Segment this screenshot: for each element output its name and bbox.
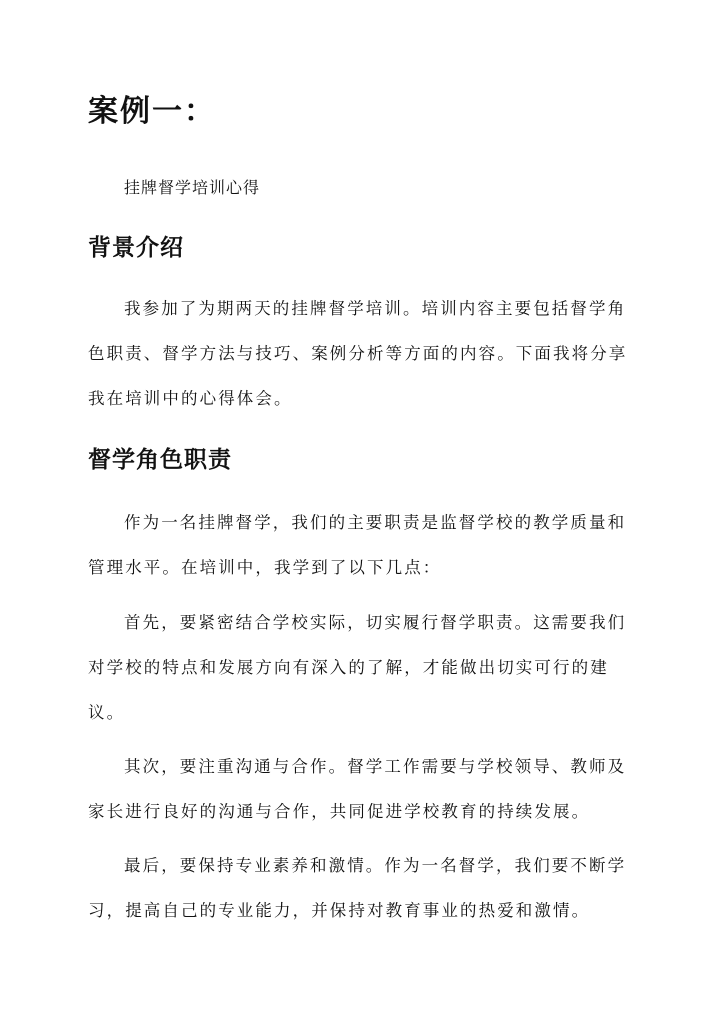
paragraph-first: 首先，要紧密结合学校实际，切实履行督学职责。这需要我们对学校的特点和发展方向有深入的了解，才能做出切实可行的建议。	[88, 613, 627, 722]
paragraph-last: 最后，要保持专业素养和激情。作为一名督学，我们要不断学习，提高自己的专业能力，并保持对教育事业的热爱和激情。	[88, 856, 627, 920]
paragraph-role-intro: 作为一名挂牌督学，我们的主要职责是监督学校的教学质量和管理水平。在培训中，我学到了以下几点：	[88, 513, 627, 577]
paragraph-second: 其次，要注重沟通与合作。督学工作需要与学校领导、教师及家长进行良好的沟通与合作，共同促进学校教育的持续发展。	[88, 757, 627, 821]
document-subtitle: 挂牌督学培训心得	[124, 178, 261, 197]
section-heading-background: 背景介绍	[88, 234, 184, 261]
document-title: 案例一：	[88, 94, 216, 129]
paragraph-background: 我参加了为期两天的挂牌督学培训。培训内容主要包括督学角色职责、督学方法与技巧、案例分析等方面的内容。下面我将分享我在培训中的心得体会。	[88, 299, 628, 408]
section-heading-role: 督学角色职责	[88, 446, 232, 473]
